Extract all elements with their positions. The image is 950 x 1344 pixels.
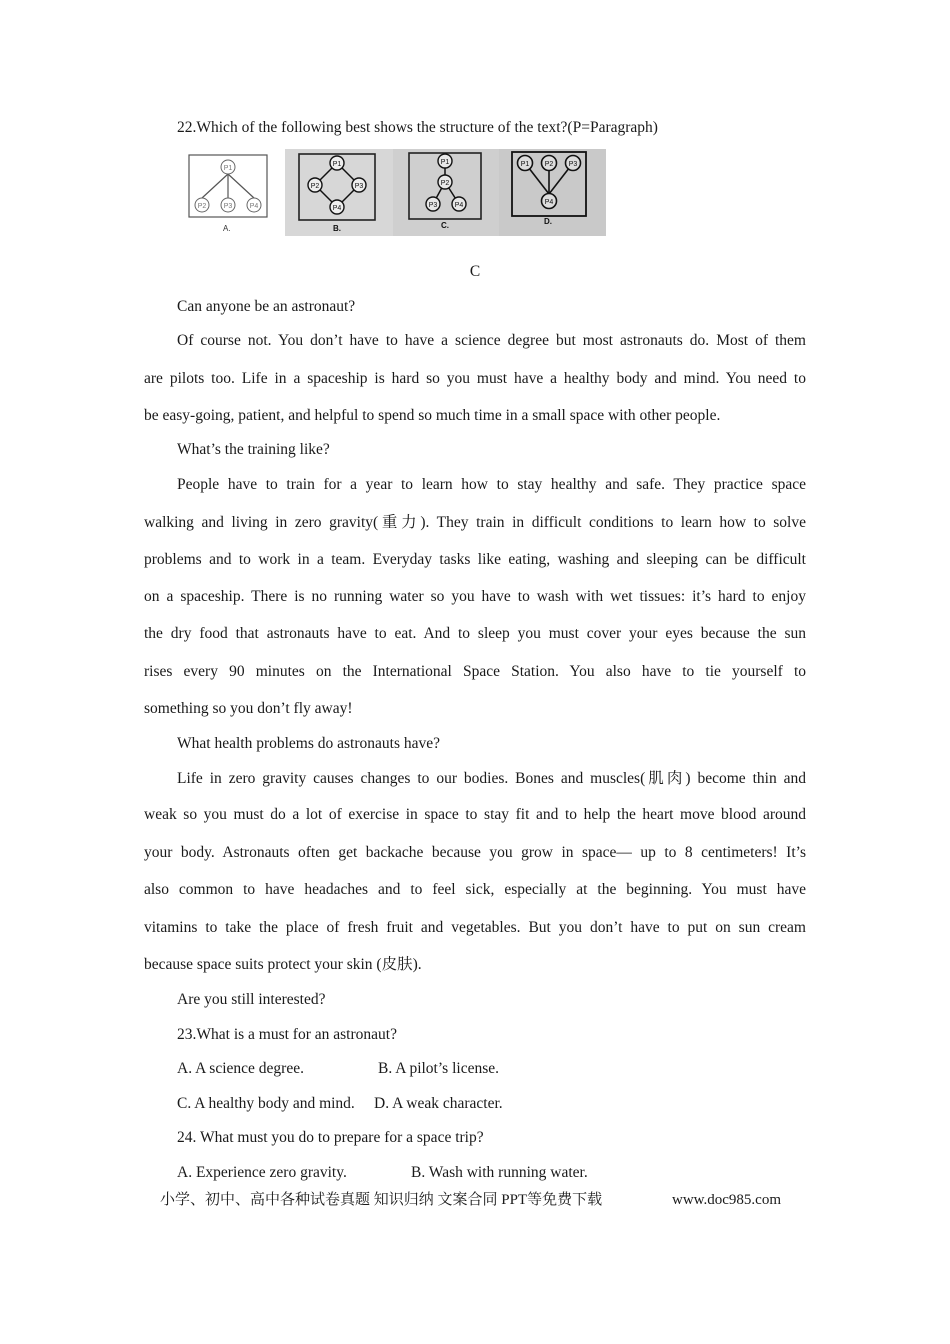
passage-heading: Are you still interested?	[177, 991, 326, 1008]
passage-line: your body. Astronauts often get backache because you grow in space— up to 8 centimeters! It’s	[144, 844, 806, 861]
question-23-stem: 23.What is a must for an astronaut?	[177, 1026, 397, 1043]
passage-line: problems and to work in a team. Everyday tasks like eating, washing and sleeping can be difficult	[144, 551, 806, 568]
question-24-option-a: A. Experience zero gravity.	[177, 1164, 347, 1181]
question-22-stem: 22.Which of the following best shows the structure of the text?(P=Paragraph)	[177, 119, 658, 136]
panel-label: D.	[544, 217, 552, 226]
passage-line: the dry food that astronauts have to eat. And to sleep you must cover your eyes because the sun	[144, 625, 806, 642]
passage-heading: What’s the training like?	[177, 441, 330, 458]
node-label: P1	[223, 165, 233, 172]
node-label: P2	[197, 203, 207, 210]
node-label: P1	[440, 159, 450, 166]
passage-line: Life in zero gravity causes changes to our bodies. Bones and muscles(肌肉) become thin and	[177, 770, 806, 787]
passage-heading: Can anyone be an astronaut?	[177, 298, 356, 315]
passage-line: walking and living in zero gravity(重力). They train in difficult conditions to learn how to solve	[144, 514, 806, 531]
node-label: P3	[568, 161, 578, 168]
panel-label: A.	[223, 224, 231, 233]
passage-line: be easy-going, patient, and helpful to spend so much time in a small space with other people.	[144, 407, 721, 424]
question-23-option-a: A. A science degree.	[177, 1060, 304, 1077]
node-label: P3	[223, 203, 233, 210]
passage-line: rises every 90 minutes on the International Space Station. You also have to tie yourself to	[144, 663, 806, 680]
passage-line: People have to train for a year to learn how to stay healthy and safe. They practice space	[177, 476, 806, 493]
structure-diagram-figure	[177, 149, 606, 236]
passage-line: something so you don’t fly away!	[144, 700, 353, 717]
node-label: P1	[332, 161, 342, 168]
panel-label: C.	[441, 221, 449, 230]
passage-line: also common to have headaches and to feel sick, especially at the beginning. You must have	[144, 881, 806, 898]
passage-line: Of course not. You don’t have to have a science degree but most astronauts do. Most of them	[177, 332, 806, 349]
panel-label: B.	[333, 224, 341, 233]
node-label: P4	[332, 205, 342, 212]
footer-text: 小学、初中、高中各种试卷真题 知识归纳 文案合同 PPT等免费下载	[160, 1192, 603, 1208]
page-footer	[160, 1190, 800, 1210]
passage-line: vitamins to take the place of fresh fruit and vegetables. But you don’t have to put on sun cream	[144, 919, 806, 936]
question-24-stem: 24. What must you do to prepare for a space trip?	[177, 1129, 484, 1146]
passage-heading: What health problems do astronauts have?	[177, 735, 440, 752]
diagram-panel-c	[393, 149, 499, 236]
node-label: P2	[440, 180, 450, 187]
passage-line: weak so you must do a lot of exercise in space to stay fit and to help the heart move blood around	[144, 806, 806, 823]
question-23-option-b: B. A pilot’s license.	[378, 1060, 499, 1077]
question-23-option-c: C. A healthy body and mind.	[177, 1095, 355, 1112]
node-label: P3	[354, 183, 364, 190]
node-label: P3	[428, 202, 438, 209]
diagram-panel-a	[177, 149, 287, 236]
node-label: P4	[249, 203, 259, 210]
node-label: P4	[454, 202, 464, 209]
question-24-option-b: B. Wash with running water.	[411, 1164, 588, 1181]
diagram-panel-d	[499, 149, 606, 236]
node-label: P4	[544, 199, 554, 206]
node-label: P2	[310, 183, 320, 190]
footer-website-link[interactable]: www.doc985.com	[672, 1192, 782, 1208]
node-label: P2	[544, 161, 554, 168]
question-23-option-d: D. A weak character.	[374, 1095, 503, 1112]
diagram-panel-b	[285, 149, 393, 236]
passage-line: on a spaceship. There is no running water so you have to wash with wet tissues: it’s hard to enjoy	[144, 588, 806, 605]
passage-line: because space suits protect your skin (皮肤).	[144, 956, 422, 973]
node-label: P1	[520, 161, 530, 168]
passage-line: are pilots too. Life in a spaceship is hard so you must have a healthy body and mind. You need to	[144, 370, 806, 387]
section-letter: C	[469, 263, 481, 280]
